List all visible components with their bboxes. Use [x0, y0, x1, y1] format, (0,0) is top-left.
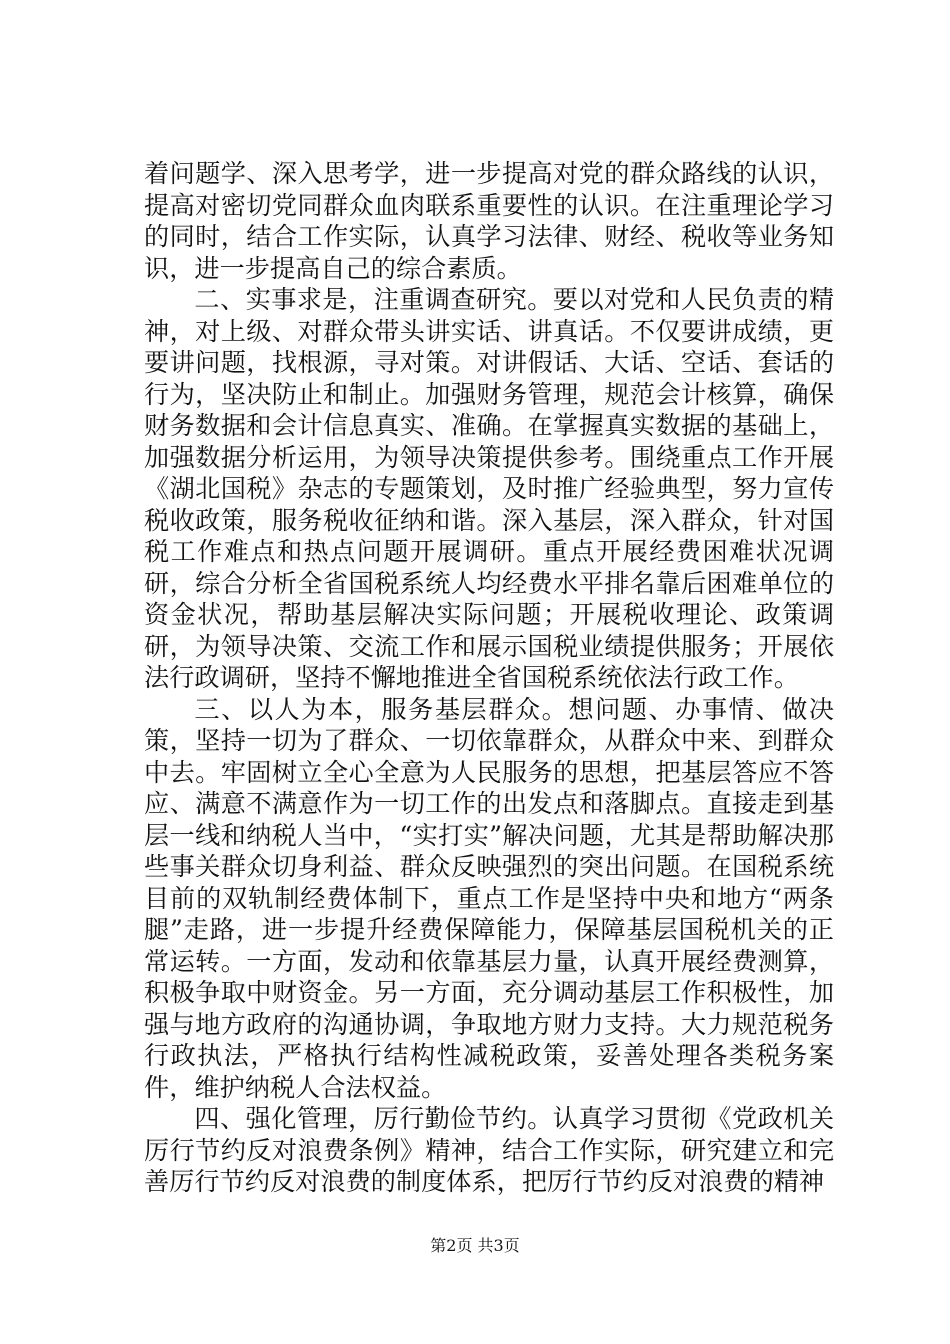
paragraph-section-four: 四、强化管理，厉行勤俭节约。认真学习贯彻《党政机关厉行节约反对浪费条例》精神，结合工作实际，研究建立和完善厉行节约反对浪费的制度体系，把厉行节约反对浪费的精神 — [144, 1104, 834, 1196]
paragraph-section-three: 三、以人为本，服务基层群众。想问题、办事情、做决策，坚持一切为了群众、一切依靠群众，从群众中来、到群众中去。牢固树立全心全意为人民服务的思想，把基层答应不答应、满意不满意作为一切工作的出发点和落脚点。直接走到基层一线和纳税人当中，“实打实”解决问题，尤其是帮助解决那些事关群众切身利益、群众反映强烈的突出问题。在国税系统目前的双轨制经费体制下，重点工作是坚持中央和地方“两条腿”走路，进一步提升经费保障能力，保障基层国税机关的正常运转。一方面，发动和依靠基层力量，认真开展经费测算，积极争取中财资金。另一方面，充分调动基层工作积极性，加强与地方政府的沟通协调，争取地方财力支持。大力规范税务行政执法，严格执行结构性减税政策，妥善处理各类税务案件，维护纳税人合法权益。 — [144, 694, 834, 1102]
page-footer — [0, 1236, 950, 1256]
paragraph-section-two: 二、实事求是，注重调查研究。要以对党和人民负责的精神，对上级、对群众带头讲实话、讲真话。不仅要讲成绩，更要讲问题，找根源，寻对策。对讲假话、大话、空话、套话的行为，坚决防止和制止。加强财务管理，规范会计核算，确保财务数据和会计信息真实、准确。在掌握真实数据的基础上，加强数据分析运用，为领导决策提供参考。围绕重点工作开展《湖北国税》杂志的专题策划，及时推广经验典型，努力宣传税收政策，服务税收征纳和谐。深入基层，深入群众，针对国税工作难点和热点问题开展调研。重点开展经费困难状况调研，综合分析全省国税系统人均经费水平排名靠后困难单位的资金状况，帮助基层解决实际问题；开展税收理论、政策调研，为领导决策、交流工作和展示国税业绩提供服务；开展依法行政调研，坚持不懈地推进全省国税系统依法行政工作。 — [144, 285, 834, 692]
document-body — [144, 158, 834, 1198]
paragraph-continuation: 着问题学、深入思考学，进一步提高对党的群众路线的认识，提高对密切党同群众血肉联系重要性的认识。在注重理论学习的同时，结合工作实际，认真学习法律、财经、税收等业务知识，进一步提高自己的综合素质。 — [144, 159, 834, 283]
page-number-label: 第2页 共3页 — [430, 1236, 520, 1255]
